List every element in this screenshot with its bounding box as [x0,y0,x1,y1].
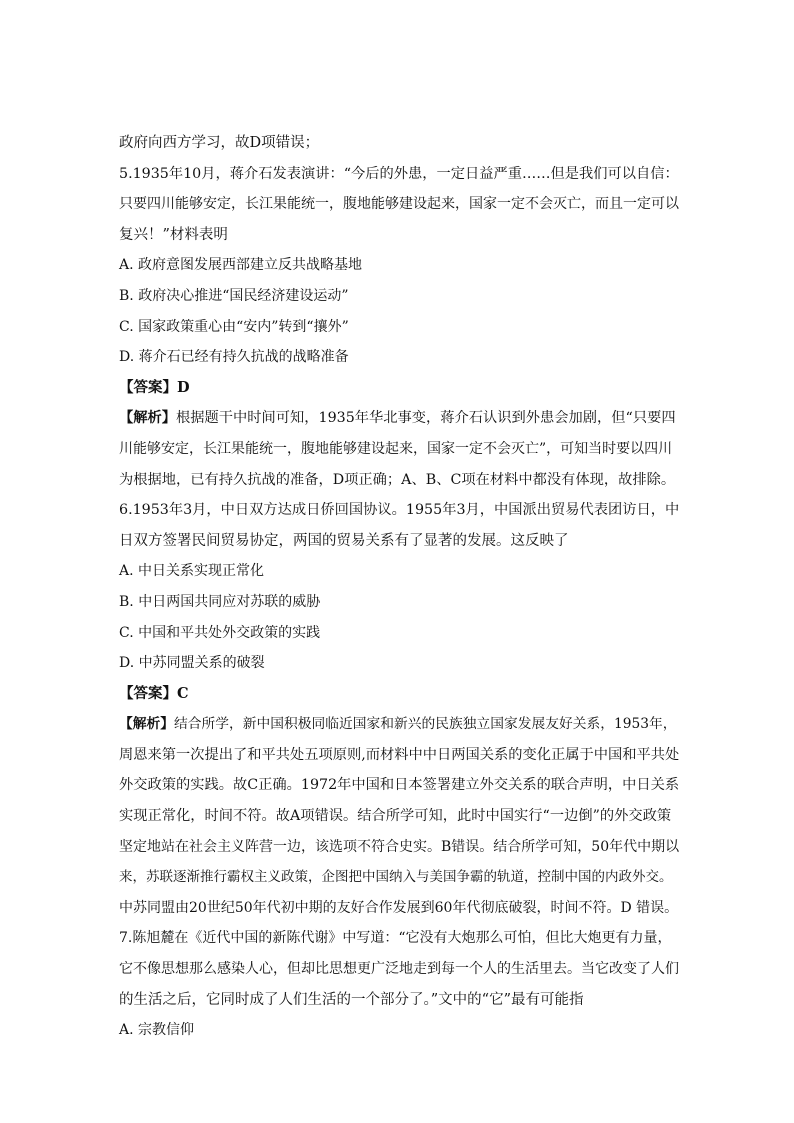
question-6-analysis-line-6: 来，苏联逐渐推行霸权主义政策，企图把中国纳入与美国争霸的轨道，控制中国的内政外交。 [119,869,673,886]
question-6-option-c: C. 中国和平共处外交政策的实践 [119,624,321,641]
question-5-stem-line-1: 5.1935年10月，蒋介石发表演讲：“今后的外患，一定日益严重……但是我们可以自信： [119,165,679,182]
question-6-analysis-line-2: 周恩来第一次提出了和平共处五项原则,而材料中中日两国关系的变化正属于中国和平共处 [119,746,680,763]
question-5-answer: 【答案】D [119,378,190,396]
question-5-option-b: B. 政府决心推进“国民经济建设运动” [119,287,349,304]
question-6-analysis-line-3: 外交政策的实践。故C正确。1972年中国和日本签署建立外交关系的联合声明，中日关系 [119,777,680,794]
question-6-option-a: A. 中日关系实现正常化 [119,563,265,580]
question-6-option-b: B. 中日两国共同应对苏联的威胁 [119,593,321,610]
question-5-analysis-line-3: 为根据地，已有持久抗战的准备，D项正确；A、B、C项在材料中都没有体现，故排除。 [119,471,676,488]
question-6-answer: 【答案】C [119,684,189,702]
question-5-stem-line-2: 只要四川能够安定，长江果能统一，腹地能够建设起来，国家一定不会灭亡，而且一定可以 [119,196,679,213]
analysis-text: 根据题干中时间可知，1935年华北事变，蒋介石认识到外患会加剧，但“只要四 [176,410,676,427]
question-7-option-a: A. 宗教信仰 [119,1022,195,1039]
analysis-text: 结合所学，新中国积极同临近国家和新兴的民族独立国家发展友好关系，1953年， [174,716,677,733]
question-6-analysis-line-5: 坚定地站在社会主义阵营一边，该选项不符合史实。B错误。结合所学可知，50年代中期以 [119,838,680,855]
question-5-option-c: C. 国家政策重心由“安内”转到“攘外” [119,318,349,335]
question-6-stem-line-1: 6.1953年3月，中日双方达成日侨回国协议。1955年3月，中国派出贸易代表团访日，中 [119,502,680,519]
question-7-stem-line-1: 7.陈旭麓在《近代中国的新陈代谢》中写道：“它没有大炮那么可怕，但比大炮更有力量， [119,930,672,947]
analysis-marker: 【解析】 [119,410,177,427]
question-5-analysis-line-2: 川能够安定，长江果能统一，腹地能够建设起来，国家一定不会灭亡”，可知当时要以四川 [119,440,673,457]
question-6-analysis-line-7: 中苏同盟由20世纪50年代初中期的友好合作发展到60年代彻底破裂，时间不符。D 错误。 [119,899,679,916]
question-6-stem-line-2: 日双方签署民间贸易协定，两国的贸易关系有了显著的发展。这反映了 [119,532,569,549]
question-6-analysis-line-4: 实现正常化，时间不符。故A项错误。结合所学可知，此时中国实行“一边倒”的外交政策 [119,808,672,825]
question-6-analysis-line-1 [119,709,679,740]
question-5-option-d: D. 蒋介石已经有持久抗战的战略准备 [119,349,349,366]
question-7-stem-line-2: 它不像思想那么感染人心，但却比思想更广泛地走到每一个人的生活里去。当它改变了人们 [119,961,679,978]
document-body [119,128,679,1046]
question-6-option-d: D. 中苏同盟关系的破裂 [119,655,265,672]
question-5-stem-line-3: 复兴！”材料表明 [119,226,228,243]
question-5-analysis-line-1 [119,403,679,434]
question-7-stem-line-3: 的生活之后，它同时成了人们生活的一个部分了。”文中的“它”最有可能指 [119,991,584,1008]
text-line-1: 政府向西方学习，故D项错误； [119,135,320,151]
analysis-marker: 【解析】 [119,716,175,733]
question-5-option-a: A. 政府意图发展西部建立反共战略基地 [119,257,363,274]
